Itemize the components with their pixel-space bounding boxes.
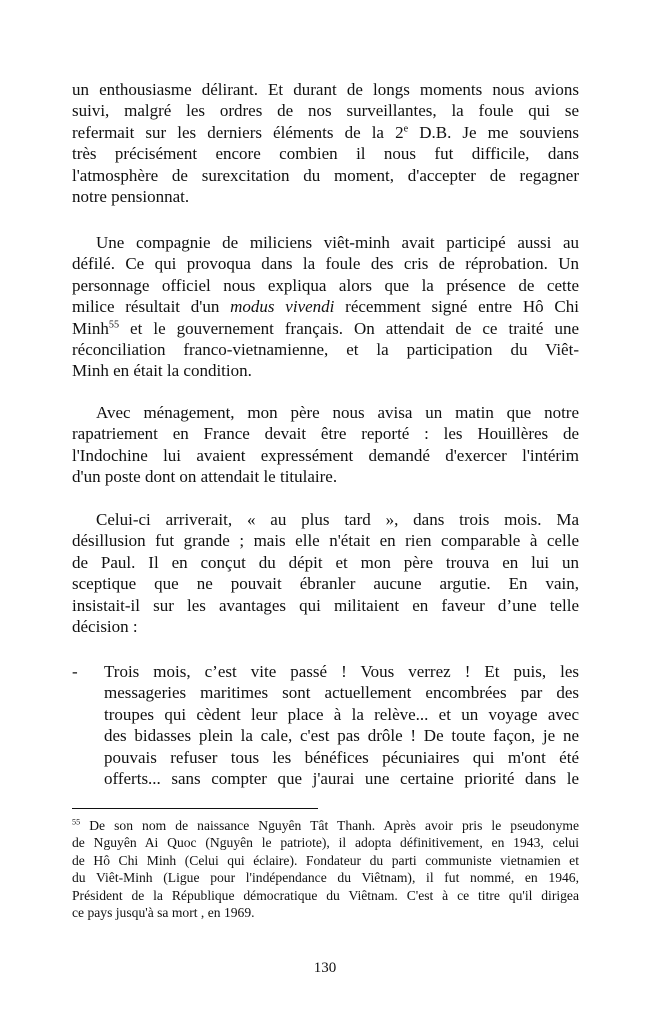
text-line: réconciliation franco-vietnamienne, et la participation du Viêt-: [72, 340, 579, 360]
text-segment: De son nom de naissance Nguyên Tât Thanh. Après avoir pris le pseudonyme: [80, 818, 579, 833]
text-line: offerts... sans compter que j'aurai une certaine priorité dans le: [104, 769, 579, 789]
text-line: sceptique que ne pouvait ébranler aucune argutie. En vain,: [72, 574, 579, 594]
dialogue-list-item: [72, 661, 579, 789]
text-segment: et le gouvernement français. On attendait de ce traité une: [119, 318, 579, 338]
paragraph-1: [72, 79, 579, 207]
paragraph-4: [72, 509, 579, 637]
text-line: défilé. Ce qui provoqua dans la foule des cris de réprobation. Un: [72, 254, 579, 274]
footnote-line: du Viêt-Minh (Ligue pour l'indépendance du Viêtnam), il fut nommé, en 1946,: [72, 870, 579, 886]
text-line: [72, 318, 579, 339]
footnote-line: [72, 817, 579, 834]
text-line: d'un poste dont on attendait le titulaire.: [72, 467, 338, 487]
text-line: de Paul. Il en conçut du dépit et mon père trouva en lui un: [72, 552, 579, 572]
list-bullet: -: [72, 662, 78, 681]
text-line: désillusion fut grande ; mais elle n'était en rien comparable à celle: [72, 531, 579, 551]
text-segment: refermait sur les derniers éléments de la 2: [72, 122, 404, 142]
text-line: suivi, malgré les ordres de nos surveillantes, la foule qui se: [72, 101, 579, 121]
footnote-line: ce pays jusqu'à sa mort , en 1969.: [72, 905, 255, 921]
text-line: un enthousiasme délirant. Et durant de longs moments nous avions: [72, 80, 579, 99]
footnote-ref: e: [403, 123, 409, 135]
text-line: Avec ménagement, mon père nous avisa un matin que notre: [96, 403, 579, 422]
text-line: décision :: [72, 617, 138, 637]
footnote-line: de Nguyên Ai Quoc (Nguyên le patriote), il adopta définitivement, en 1943, celui: [72, 835, 579, 851]
footnote-line: Président de la République démocratique du Viêtnam. C'est à ce titre qu'il dirigea: [72, 887, 579, 903]
text-segment: milice résultait d'un: [72, 297, 231, 317]
text-line: l'atmosphère de surexcitation du moment, d'accepter de regagner: [72, 165, 579, 185]
text-line: personnage officiel nous expliqua alors que la présence de cette: [72, 275, 579, 295]
text-line: très précisément encore combien il nous fut difficile, dans: [72, 144, 579, 164]
text-line: Celui-ci arriverait, « au plus tard », dans trois mois. Ma: [96, 510, 579, 529]
text-line: Minh en était la condition.: [72, 361, 252, 381]
text-line: notre pensionnat.: [72, 187, 190, 207]
text-line: [72, 122, 579, 143]
italic-text: modus vivendi: [230, 297, 335, 317]
text-line: rapatriement en France devait être reporté : les Houillères de: [72, 424, 579, 444]
text-line: messageries maritimes sont actuellement encombrées par des: [104, 683, 579, 703]
footnote-line: de Hô Chi Minh (Celui qui éclaire). Fondateur du parti communiste vietnamien et: [72, 852, 579, 868]
footnote-separator: [72, 808, 318, 809]
paragraph-2: [72, 232, 579, 382]
text-line: [72, 296, 579, 317]
text-line: des bidasses plein la cale, c'est pas drôle ! De toute façon, je ne: [104, 726, 579, 746]
text-segment: Minh: [72, 318, 109, 338]
list-item-text: [104, 661, 579, 789]
footnote-ref: 55: [108, 319, 120, 330]
text-line: troupes qui cèdent leur place à la relève... et un voyage avec: [104, 704, 579, 724]
text-line: pouvais refuser tous les bénéfices pécuniaires qui m'ont été: [104, 747, 579, 767]
paragraph-3: [72, 402, 579, 488]
text-line: insistait-il sur les avantages qui militaient en faveur d’une telle: [72, 595, 579, 615]
footnote-number: 55: [72, 817, 81, 827]
footnote: [72, 817, 579, 921]
text-line: Trois mois, c’est vite passé ! Vous verrez ! Et puis, les: [104, 662, 579, 681]
text-line: Une compagnie de miliciens viêt-minh avait participé aussi au: [96, 233, 579, 252]
text-line: l'Indochine lui avaient expressément demandé d'exercer l'intérim: [72, 445, 579, 465]
page-number: 130: [313, 960, 337, 976]
text-segment: récemment signé entre Hô Chi: [334, 297, 579, 317]
text-segment: D.B. Je me souviens: [408, 122, 580, 142]
